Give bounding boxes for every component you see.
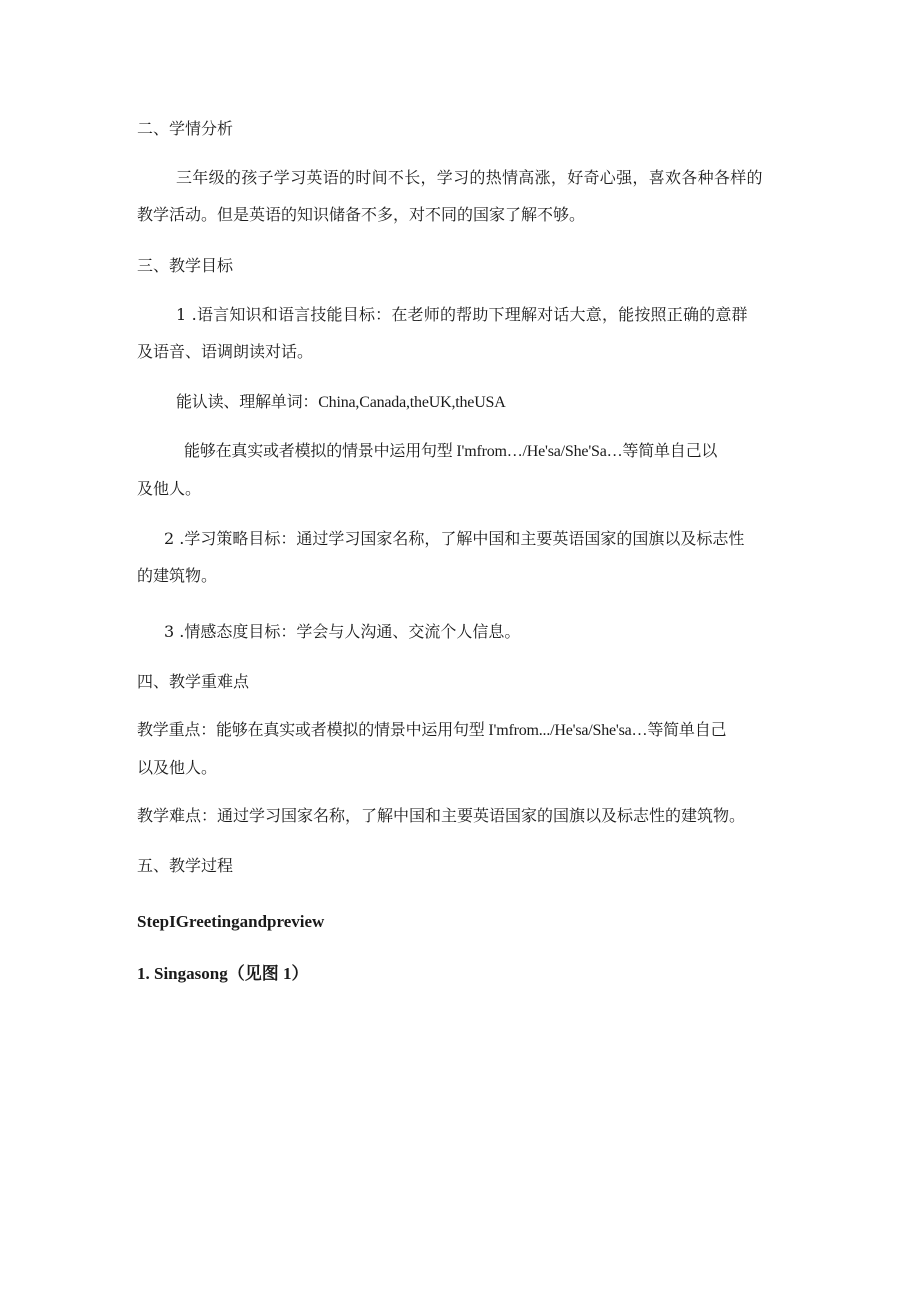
goal-1-line-2: 及语音、语调朗读对话。 <box>137 342 314 361</box>
key-point-line-1: 教学重点：能够在真实或者模拟的情景中运用句型 I'mfrom.../He'sa/She'sa…等简单自己 <box>137 722 727 739</box>
section-heading-analysis: 二、学情分析 <box>137 119 234 138</box>
analysis-paragraph-line-2: 教学活动。但是英语的知识储备不多，对不同的国家了解不够。 <box>137 205 586 224</box>
goal-2-line-1: 2 .学习策略目标：通过学习国家名称，了解中国和主要英语国家的国旗以及标志性 <box>164 529 745 548</box>
section-heading-process: 五、教学过程 <box>137 856 234 875</box>
step-1-heading: StepIGreetingandpreview <box>137 912 325 931</box>
section-heading-goals: 三、教学目标 <box>137 256 234 275</box>
sentence-pattern-line-1: 能够在真实或者模拟的情景中运用句型 I'mfrom…/He'sa/She'Sa…等简单自己以 <box>184 443 718 460</box>
section-heading-key-points: 四、教学重难点 <box>137 672 250 691</box>
analysis-paragraph-line-1: 三年级的孩子学习英语的时间不长，学习的热情高涨，好奇心强，喜欢各种各样的 <box>176 168 763 187</box>
goal-3-line: 3 .情感态度目标：学会与人沟通、交流个人信息。 <box>164 622 521 641</box>
difficult-point-line: 教学难点：通过学习国家名称，了解中国和主要英语国家的国旗以及标志性的建筑物。 <box>137 806 746 825</box>
step-1-item-1: 1. Singasong（见图 1） <box>137 964 309 983</box>
words-line: 能认读、理解单词：China,Canada,theUK,theUSA <box>176 394 506 411</box>
goal-2-line-2: 的建筑物。 <box>137 566 218 585</box>
goal-1-line-1: 1 .语言知识和语言技能目标：在老师的帮助下理解对话大意，能按照正确的意群 <box>176 305 748 324</box>
key-point-line-2: 以及他人。 <box>137 758 218 777</box>
sentence-pattern-line-2: 及他人。 <box>137 479 202 498</box>
